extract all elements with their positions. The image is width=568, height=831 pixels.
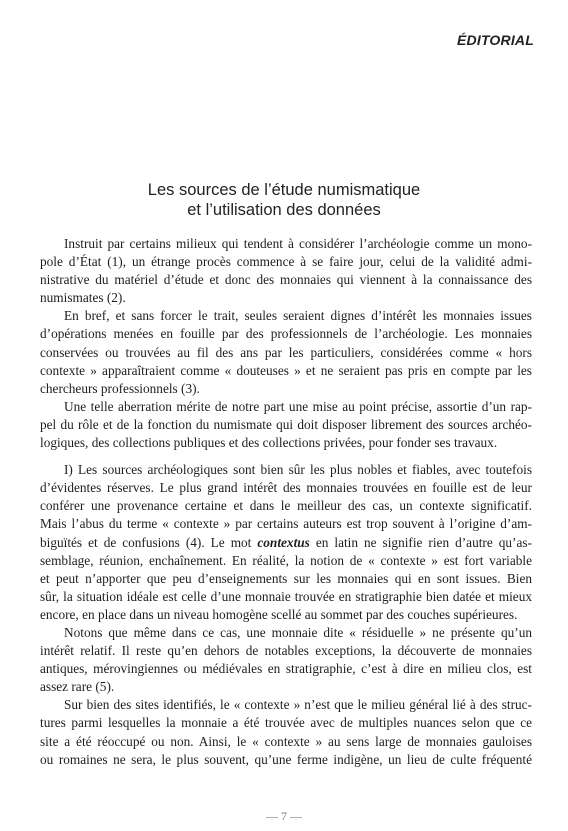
text-line: et peut n’apporter que peu d’enseignements sur les monnaies qui en sont issues. Bien	[40, 570, 532, 586]
text-line	[40, 534, 532, 552]
text-line: site a été réoccupé ou non. Ainsi, le « contexte » au sens large de monnaies gauloises	[40, 733, 532, 749]
text-line: antiques, mérovingiennes ou médiévales en stratigraphie, c’est à dire en milieu clos, est	[40, 661, 532, 677]
section-label: ÉDITORIAL	[457, 32, 534, 48]
text-line: d’opérations menées en fouille par des professionnels de l’archéologie. Les monnaies	[40, 326, 532, 342]
text-segment: biguïtés et de confusions (4). Le mot	[40, 534, 258, 550]
text-line: pel du rôle et de la fonction du numismate qui doit disposer librement des sources archéo-	[40, 416, 532, 432]
text-line: tures parmi lesquelles la monnaie a été trouvée avec de multiples nuances selon que ce	[40, 715, 532, 731]
text-line: numismates (2).	[40, 290, 126, 306]
paragraph	[40, 307, 532, 397]
text-line: I) Les sources archéologiques sont bien sûr les plus nobles et fiables, avec toutefois	[64, 462, 532, 478]
text-line: semblage, réunion, enchaînement. En réalité, la notion de « contexte » est fort variable	[40, 552, 532, 568]
paragraph	[40, 461, 532, 624]
text-line: sûr, la situation idéale est celle d’une monnaie trouvée en stratigraphie bien datée et mieux	[40, 588, 532, 604]
text-line: nistrative du matériel d’étude et donc des monnaies qui viennent à la connaissance des	[40, 272, 532, 288]
section-gap	[40, 452, 532, 461]
text-line: ou romaines ne sera, le plus souvent, qu’une ferme indigène, un lieu de culte fréquenté	[40, 751, 532, 767]
text-line: chercheurs professionnels (3).	[40, 380, 200, 396]
paragraph	[40, 696, 532, 768]
text-line: intérêt relatif. Il reste qu’en dehors de notables exceptions, la découverte de monnaies	[40, 643, 532, 659]
article-body	[40, 235, 532, 769]
text-line: Instruit par certains milieux qui tendent à considérer l’archéologie comme un mono-	[64, 236, 532, 251]
article-title-line: et l’utilisation des données	[187, 201, 381, 219]
text-line: encore, en place dans un niveau homogène scellé au sommet par des couches supérieures.	[40, 606, 518, 622]
text-line: logiques, des collections publiques et des collections privées, pour fonder ses travaux.	[40, 435, 498, 451]
emphasized-term: contextus	[257, 534, 310, 550]
article-title-line: Les sources de l’étude numismatique	[147, 181, 421, 199]
text-line: Mais l’abus du terme « contexte » par certains auteurs est trop souvent à l’origine d’am-	[40, 516, 532, 532]
article-title	[0, 180, 568, 220]
text-line: Sur bien des sites identifiés, le « contexte » n’est que le milieu général lié à des struc-	[64, 697, 532, 713]
text-line: Une telle aberration mérite de notre part une mise au point précise, assortie d’un rap-	[64, 398, 532, 414]
text-segment: en latin ne signifie rien d’autre qu’as-	[309, 534, 532, 550]
text-line: d’évidentes réserves. Le plus grand intérêt des monnaies trouvées en fouille est de leur	[40, 480, 532, 496]
text-line: conservées ou trouvées au fil des ans par les particuliers, considérées comme « hors	[40, 344, 532, 360]
text-line: assez rare (5).	[40, 679, 115, 695]
text-line: Notons que même dans ce cas, une monnaie dite « résiduelle » ne présente qu’un	[64, 624, 532, 640]
text-line: En bref, et sans forcer le trait, seules seraient dignes d’intérêt les monnaies issues	[64, 308, 532, 324]
paragraph	[40, 235, 532, 307]
text-line: conférer une provenance certaine et dans le meilleur des cas, un contexte significatif.	[40, 498, 532, 514]
text-line: pole d’État (1), un étrange procès commence à se faire jour, celui de la validité admi-	[40, 254, 532, 270]
text-line: contexte » apparaîtraient comme « douteuses » et ne seraient pas pris en compte par les	[40, 362, 532, 378]
page-number: — 7 —	[266, 809, 302, 823]
paragraph	[40, 398, 532, 452]
paragraph	[40, 624, 532, 696]
